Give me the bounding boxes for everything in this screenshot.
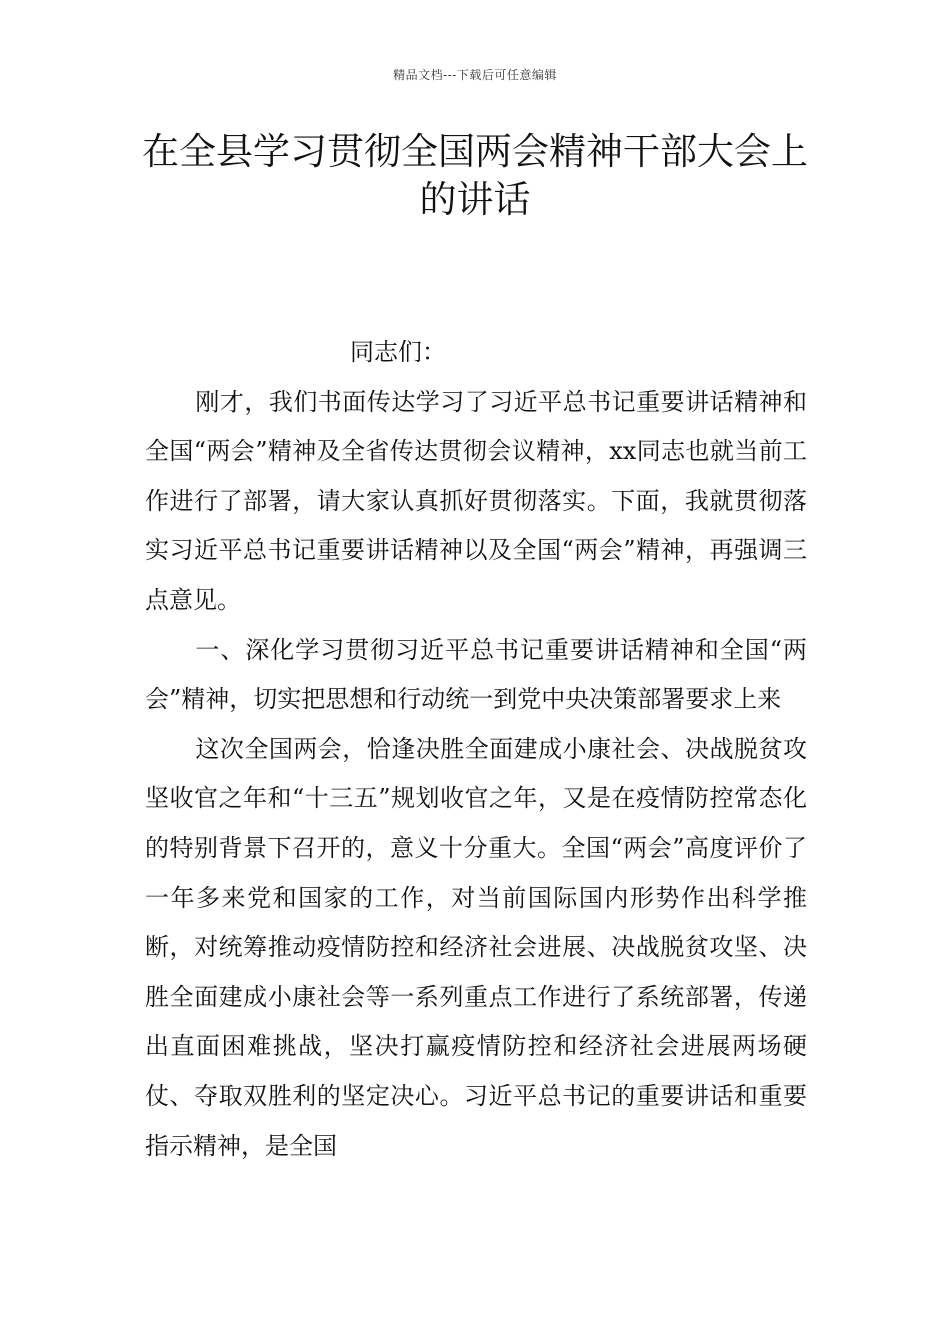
salutation: 同志们： — [350, 338, 446, 366]
section-heading-1: 一、深化学习贯彻习近平总书记重要讲话精神和全国“两会”精神，切实把思想和行动统一到党中央决策部署要求上来 — [145, 635, 807, 714]
document-title: 在全县学习贯彻全国两会精神干部大会上的讲话 — [142, 130, 808, 221]
paragraph-intro: 刚才，我们书面传达学习了习近平总书记重要讲话精神和全国“两会”精神及全省传达贯彻会议精神，xx同志也就当前工作进行了部署，请大家认真抓好贯彻落实。下面，我就贯彻落实习近平总书记重要讲话精神以及全国“两会”精神，再强调三点意见。 — [145, 387, 807, 614]
paragraph-body: 这次全国两会，恰逢决胜全面建成小康社会、决战脱贫攻坚收官之年和“十三五”规划收官之年，又是在疫情防控常态化的特别背景下召开的，意义十分重大。全国“两会”高度评价了一年多来党和国家的工作，对当前国际国内形势作出科学推断，对统筹推动疫情防控和经济社会进展、决战脱贫攻坚、决胜全面建成小康社会等一系列重点工作进行了系统部署，传递出直面困难挑战，坚决打赢疫情防控和经济社会进展两场硬仗、夺取双胜利的坚定决心。习近平总书记的重要讲话和重要指示精神，是全国 — [145, 734, 807, 1160]
document-body — [145, 328, 807, 1171]
header-note: 精品文档---下载后可任意编辑 — [393, 68, 557, 82]
